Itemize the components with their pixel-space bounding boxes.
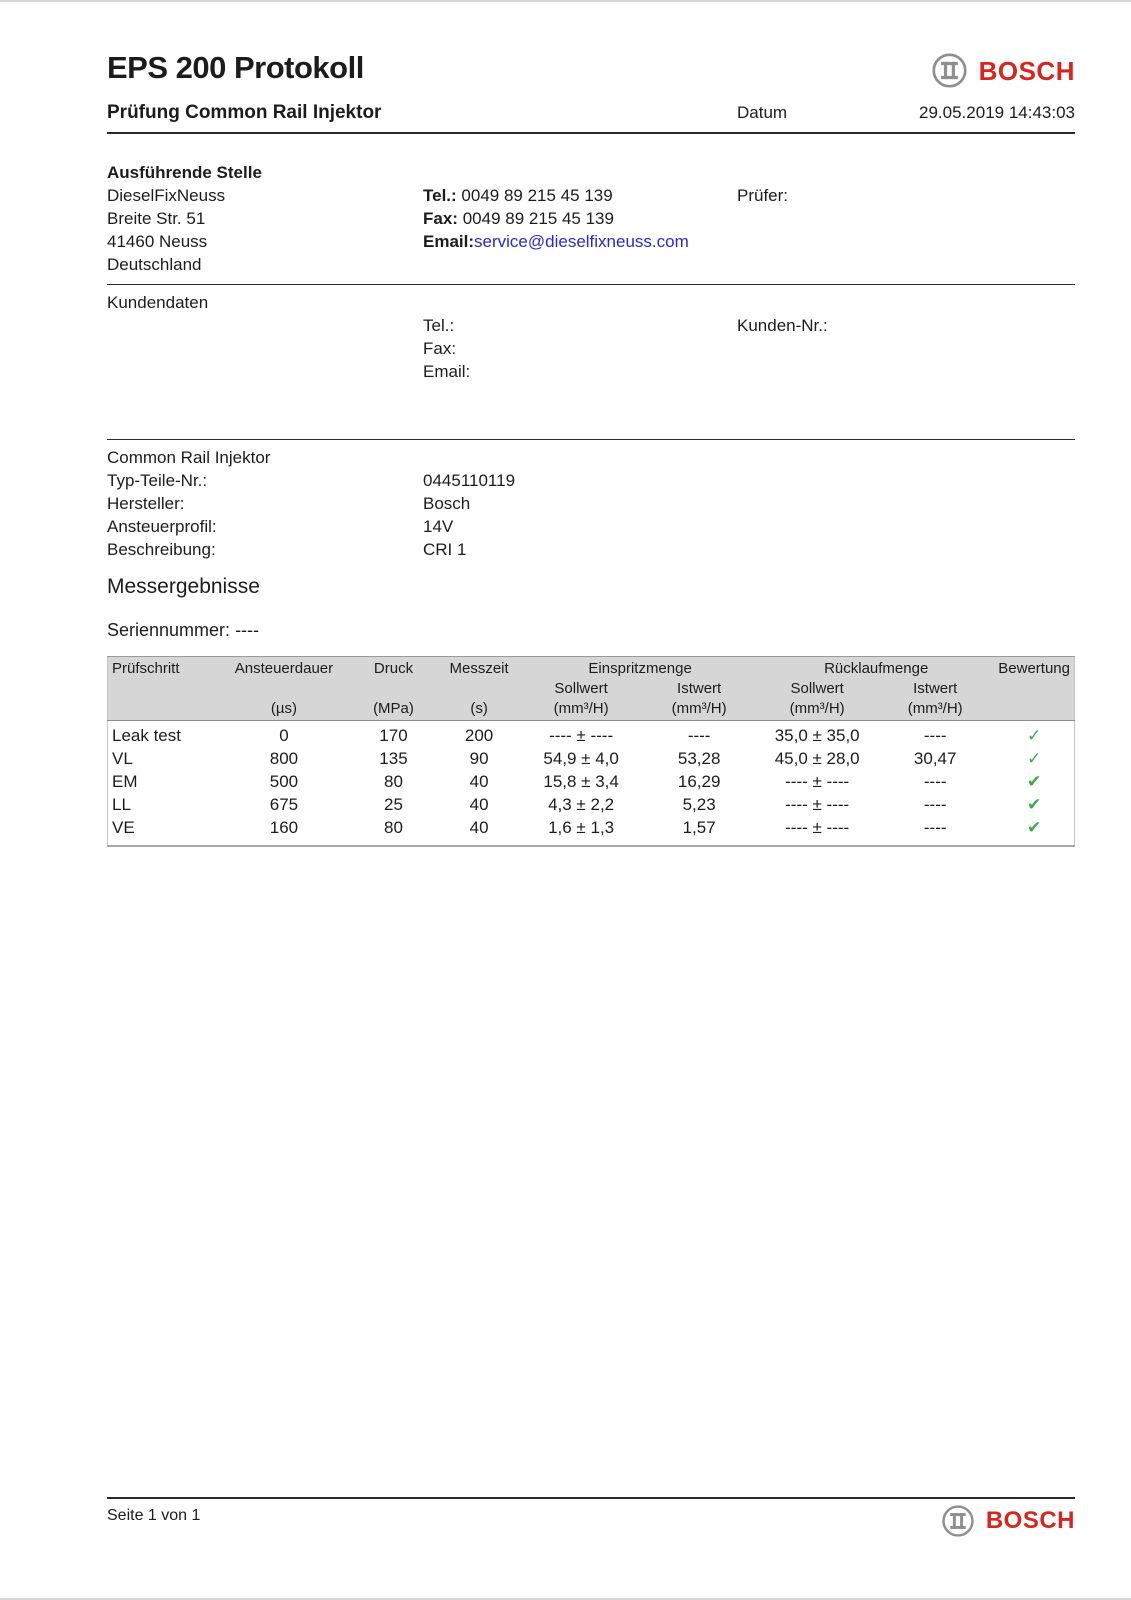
table-cell: ---- ± ---- — [549, 726, 614, 745]
table-cell: 80 — [384, 818, 403, 837]
customer-contact-block — [423, 291, 737, 383]
table-cell: 40 — [469, 772, 489, 791]
results-table-header — [108, 657, 1075, 721]
customer-section — [107, 291, 1075, 383]
field-value: 0445110119 — [423, 471, 516, 490]
provider-contact-block — [423, 161, 737, 276]
injector-field-row — [107, 515, 1075, 538]
provider-country: Deutschland — [107, 255, 202, 274]
customer-tel-label: Tel.: — [423, 316, 455, 335]
unit-messzeit: (s) — [436, 699, 522, 721]
table-cell: 25 — [384, 795, 403, 814]
serial-number-line — [107, 620, 1075, 641]
field-label: Typ-Teile-Nr.: — [107, 471, 208, 490]
table-cell: ---- ± ---- — [785, 818, 850, 837]
table-cell: 80 — [384, 772, 403, 791]
sub-header-einspritz-istwert: Istwert — [640, 679, 758, 699]
email-link[interactable]: service@dieselfixneuss.com — [474, 232, 689, 251]
col-header-bewertung: Bewertung — [994, 657, 1074, 680]
field-label: Ansteuerprofil: — [107, 517, 217, 536]
table-cell: 16,29 — [677, 772, 721, 791]
unit-einspritz-istwert: (mm³/H) — [640, 699, 758, 721]
field-label: Beschreibung: — [107, 540, 216, 559]
col-header-druck: Druck — [351, 657, 436, 680]
table-cell: ---- — [923, 795, 947, 814]
table-cell: 90 — [469, 749, 489, 768]
table-cell: 160 — [269, 818, 299, 837]
table-cell: 5,23 — [682, 795, 716, 814]
field-value: CRI 1 — [423, 540, 467, 559]
table-row — [108, 816, 1075, 846]
table-cell: 1,6 ± 1,3 — [548, 818, 615, 837]
bosch-wordmark: BOSCH — [978, 55, 1075, 86]
table-cell: 0 — [279, 726, 289, 745]
footer-divider — [107, 1497, 1075, 1499]
document-page — [107, 2, 1075, 847]
bosch-armature-icon — [941, 1504, 975, 1538]
page-footer — [107, 1489, 1075, 1538]
injector-field-row — [107, 492, 1075, 515]
pruefer-label: Prüfer: — [737, 186, 789, 205]
customer-number-block — [737, 291, 1075, 383]
table-cell: 1,57 — [682, 818, 716, 837]
table-cell: 45,0 ± 28,0 — [774, 749, 860, 768]
table-row — [108, 721, 1075, 748]
table-cell: ---- — [687, 726, 711, 745]
bosch-wordmark: BOSCH — [985, 1507, 1075, 1534]
customer-heading-block — [107, 291, 423, 383]
pruefer-block — [737, 161, 1075, 276]
group-header-einspritzmenge: Einspritzmenge — [522, 657, 758, 680]
col-header-ansteuerdauer: Ansteuerdauer — [217, 657, 351, 680]
fax-value: 0049 89 215 45 139 — [462, 209, 614, 228]
provider-tel-row — [423, 184, 737, 207]
table-cell: 54,9 ± 4,0 — [543, 749, 619, 768]
tel-label: Tel.: — [423, 186, 457, 205]
header — [107, 52, 1075, 89]
customer-heading: Kundendaten — [107, 293, 209, 312]
injector-field-row — [107, 469, 1075, 492]
pass-check-icon: ✔ — [1026, 818, 1042, 837]
col-header-messzeit: Messzeit — [436, 657, 522, 680]
provider-fax-row — [423, 207, 737, 230]
table-cell: 675 — [269, 795, 299, 814]
unit-ansteuerdauer: (µs) — [217, 699, 351, 721]
table-cell: ---- — [923, 772, 947, 791]
injector-divider — [107, 439, 1075, 440]
table-cell: VE — [112, 818, 135, 837]
header-divider — [107, 132, 1075, 134]
table-cell: 4,3 ± 2,2 — [548, 795, 615, 814]
injector-heading: Common Rail Injektor — [107, 448, 271, 467]
serial-value: ---- — [235, 620, 260, 640]
email-label: Email: — [423, 232, 475, 251]
table-cell: 40 — [469, 795, 489, 814]
injector-section — [107, 446, 1075, 561]
injector-field-row — [107, 538, 1075, 561]
page-subtitle: Prüfung Common Rail Injektor — [107, 102, 382, 123]
field-value: 14V — [423, 517, 454, 536]
table-cell: 135 — [379, 749, 408, 768]
table-cell: EM — [112, 772, 138, 791]
table-cell: 170 — [379, 726, 408, 745]
sub-header-einspritz-sollwert: Sollwert — [522, 679, 640, 699]
field-value: Bosch — [423, 494, 471, 513]
results-heading: Messergebnisse — [107, 575, 260, 598]
table-row — [108, 770, 1075, 793]
table-cell: ---- — [923, 726, 947, 745]
group-header-ruecklaufmenge: Rücklaufmenge — [758, 657, 994, 680]
provider-address-block — [107, 161, 423, 276]
table-cell: Leak test — [112, 726, 181, 745]
unit-ruecklauf-istwert: (mm³/H) — [876, 699, 994, 721]
sub-header-ruecklauf-sollwert: Sollwert — [758, 679, 876, 699]
unit-druck: (MPa) — [351, 699, 436, 721]
table-cell: 40 — [469, 818, 489, 837]
bosch-logo-footer — [941, 1504, 1075, 1538]
results-table — [107, 656, 1075, 847]
provider-street: Breite Str. 51 — [107, 209, 206, 228]
kunden-nr-label: Kunden-Nr.: — [737, 316, 828, 335]
table-row — [108, 793, 1075, 816]
pass-check-icon: ✔ — [1026, 795, 1042, 814]
customer-fax-label: Fax: — [423, 339, 457, 358]
table-cell: LL — [112, 795, 131, 814]
pass-check-icon: ✓ — [1026, 726, 1042, 745]
table-cell: 200 — [464, 726, 494, 745]
table-cell: 15,8 ± 3,4 — [543, 772, 619, 791]
table-cell: 35,0 ± 35,0 — [774, 726, 860, 745]
provider-email-row — [423, 230, 737, 253]
table-cell: 800 — [269, 749, 299, 768]
table-cell: 53,28 — [677, 749, 721, 768]
table-cell: ---- — [923, 818, 947, 837]
table-cell: ---- ± ---- — [785, 772, 850, 791]
provider-heading: Ausführende Stelle — [107, 163, 262, 182]
table-cell: VL — [112, 749, 133, 768]
results-table-body — [108, 721, 1075, 847]
col-header-pruefschritt: Prüfschritt — [108, 657, 217, 680]
subtitle-row — [107, 102, 1075, 124]
unit-einspritz-sollwert: (mm³/H) — [522, 699, 640, 721]
fax-label: Fax: — [423, 209, 458, 228]
provider-section — [107, 161, 1075, 276]
page-number: Seite 1 von 1 — [107, 1507, 201, 1524]
provider-name: DieselFixNeuss — [107, 186, 226, 205]
table-cell: 30,47 — [913, 749, 957, 768]
unit-ruecklauf-sollwert: (mm³/H) — [758, 699, 876, 721]
pass-check-icon: ✔ — [1026, 772, 1042, 791]
provider-city: 41460 Neuss — [107, 232, 208, 251]
provider-divider — [107, 284, 1075, 285]
tel-value: 0049 89 215 45 139 — [461, 186, 613, 205]
table-row — [108, 747, 1075, 770]
bosch-logo — [931, 52, 1075, 89]
date-value: 29.05.2019 14:43:03 — [919, 103, 1075, 122]
serial-label: Seriennummer: — [107, 620, 231, 640]
date-label: Datum — [737, 103, 788, 122]
bosch-armature-icon — [931, 52, 968, 89]
table-cell: 500 — [269, 772, 299, 791]
pass-check-icon: ✓ — [1026, 749, 1042, 768]
sub-header-ruecklauf-istwert: Istwert — [876, 679, 994, 699]
customer-email-label: Email: — [423, 362, 471, 381]
page-title: EPS 200 Protokoll — [107, 50, 364, 85]
field-label: Hersteller: — [107, 494, 185, 513]
table-cell: ---- ± ---- — [785, 795, 850, 814]
